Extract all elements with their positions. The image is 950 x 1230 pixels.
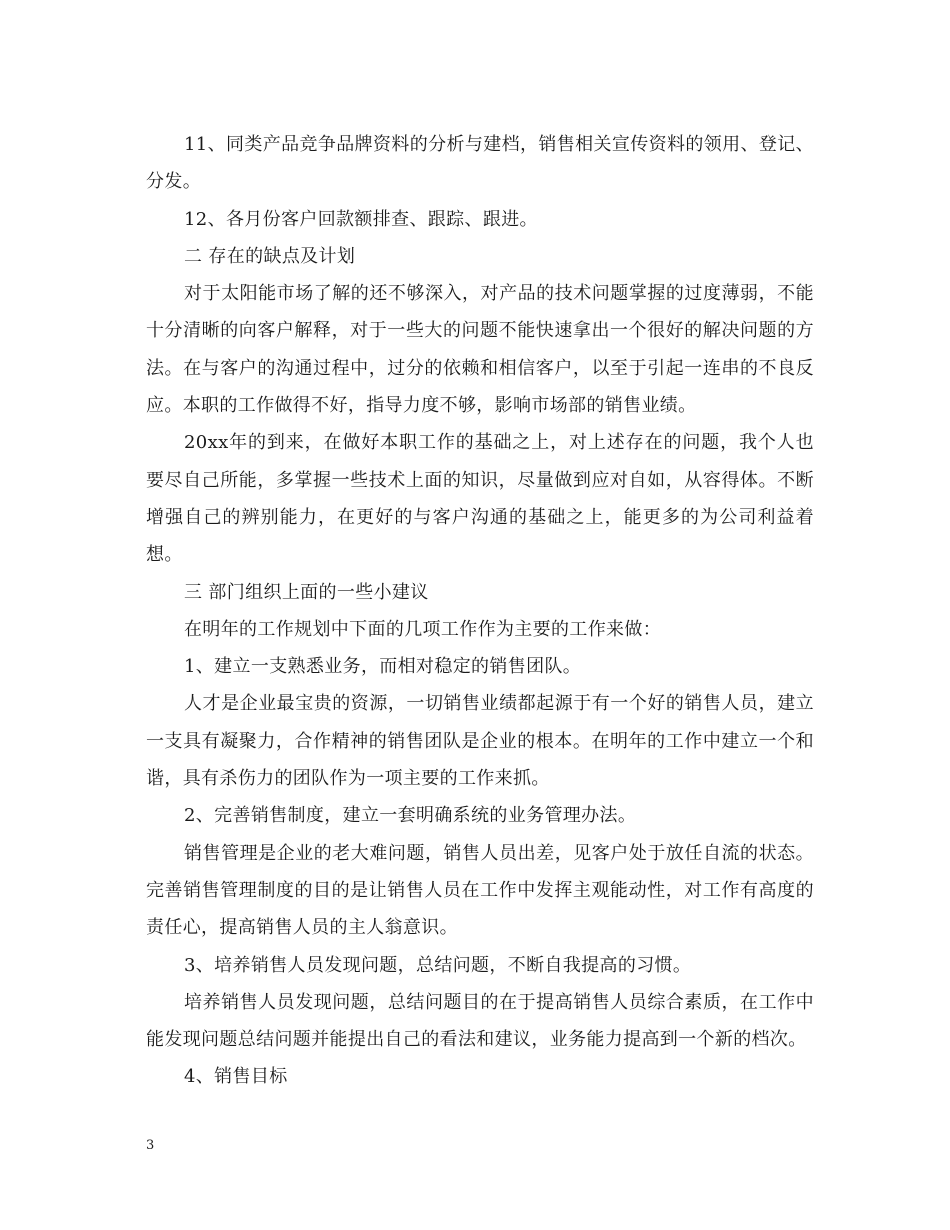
paragraph-item-11: 11、同类产品竞争品牌资料的分析与建档，销售相关宣传资料的领用、登记、分发。 (146, 134, 814, 193)
page-number: 3 (146, 1138, 155, 1153)
suggestion-heading-4: 4、销售目标 (184, 1066, 288, 1088)
suggestion-body-2: 销售管理是企业的老大难问题，销售人员出差，见客户处于放任自流的状态。完善销售管理制度的目的是让销售人员在工作中发挥主观能动性，对工作有高度的责任心，提高销售人员的主人翁意识。 (146, 842, 814, 939)
paragraph-plan: 20xx年的到来，在做好本职工作的基础之上，对上述存在的问题，我个人也要尽自己所能，多掌握一些技术上面的知识，尽量做到应对自如，从容得体。不断增强自己的辨别能力，在更好的与客户沟通的基础之上，能更多的为公司利益着想。 (146, 432, 814, 566)
suggestion-heading-3: 3、培养销售人员发现问题，总结问题，不断自我提高的习惯。 (184, 954, 692, 976)
document-body (146, 126, 814, 1096)
paragraph-shortcomings: 对于太阳能市场了解的还不够深入，对产品的技术问题掌握的过度薄弱，不能十分清晰的向客户解释，对于一些大的问题不能快速拿出一个很好的解决问题的方法。在与客户的沟通过程中，过分的依赖和相信客户，以至于引起一连串的不良反应。本职的工作做得不好，指导力度不够，影响市场部的销售业绩。 (146, 283, 814, 417)
suggestion-body-3: 培养销售人员发现问题，总结问题目的在于提高销售人员综合素质，在工作中能发现问题总结问题并能提出自己的看法和建议，业务能力提高到一个新的档次。 (146, 991, 814, 1051)
paragraph-intro: 在明年的工作规划中下面的几项工作作为主要的工作来做： (184, 618, 662, 640)
suggestion-heading-2: 2、完善销售制度，建立一套明确系统的业务管理办法。 (184, 805, 637, 827)
section-heading-suggestions: 三 部门组织上面的一些小建议 (184, 581, 429, 603)
suggestion-heading-1: 1、建立一支熟悉业务，而相对稳定的销售团队。 (184, 656, 582, 678)
suggestion-body-1: 人才是企业最宝贵的资源，一切销售业绩都起源于有一个好的销售人员，建立一支具有凝聚力，合作精神的销售团队是企业的根本。在明年的工作中建立一个和谐，具有杀伤力的团队作为一项主要的工作来抓。 (146, 693, 814, 790)
section-heading-shortcomings: 二 存在的缺点及计划 (184, 245, 356, 267)
paragraph-item-12: 12、各月份客户回款额排查、跟踪、跟进。 (184, 208, 538, 230)
